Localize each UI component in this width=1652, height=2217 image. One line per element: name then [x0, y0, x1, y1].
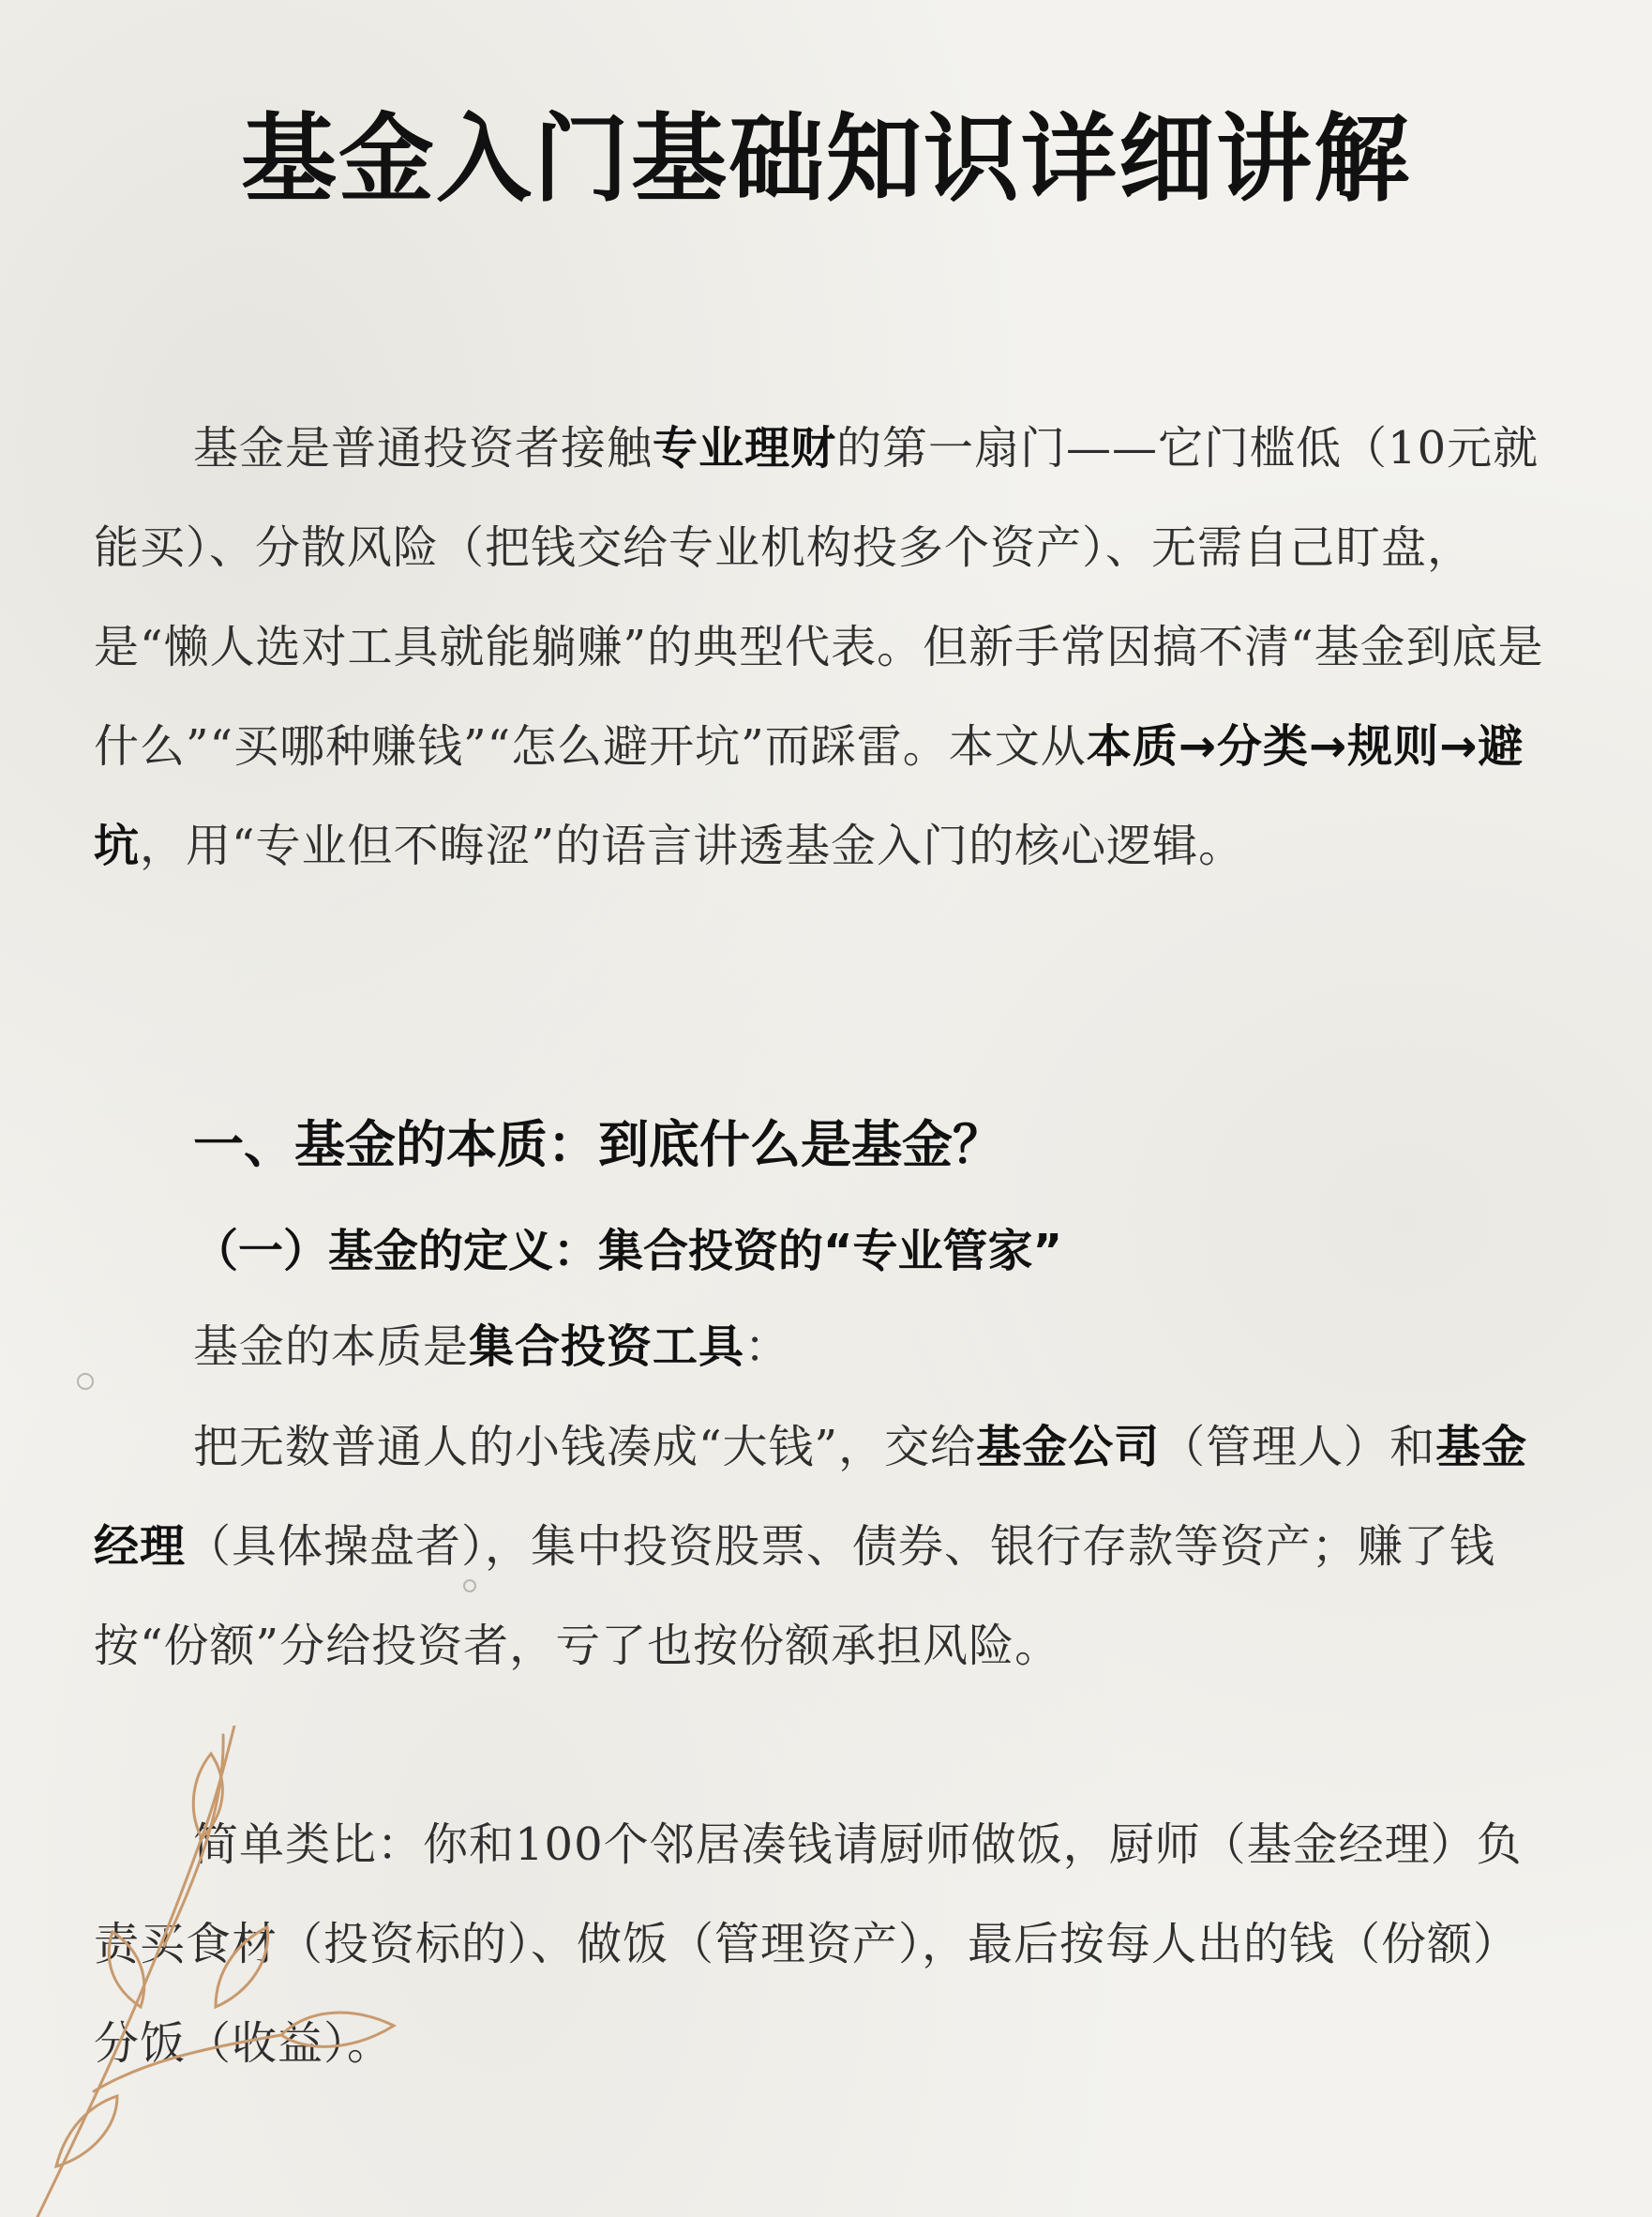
definition-text-2: （管理人）和 [1160, 1421, 1436, 1473]
definition-lead-end: ： [744, 1320, 791, 1373]
circle-dot-icon [77, 1373, 94, 1390]
definition-text-1: 把无数普通人的小钱凑成“大钱”，交给 [193, 1421, 977, 1473]
intro-text-2: 的第一扇门——它门槛低（10元就能买）、分散风险（把钱交给专业机构投多个资产）、无需自己盯盘，是“懒人选对工具就能躺赚”的典型代表。但新手常因搞不清“基金到底是什么”“买哪种赚钱”“怎么避开坑”而踩雷。本文从 [94, 422, 1544, 773]
intro-text-1: 基金是普通投资者接触 [193, 422, 653, 475]
intro-bold-2: 本质→分类→规则→避坑 [94, 720, 1524, 872]
analogy-paragraph: 简单类比：你和100个邻居凑钱请厨师做饭，厨师（基金经理）负责买食材（投资标的）、做饭（管理资产），最后按每人出的钱（份额）分饭（收益）。 [94, 1818, 1523, 2070]
intro-paragraph [94, 399, 1556, 896]
intro-bold-1: 专业理财 [653, 422, 837, 475]
page-title: 基金入门基础知识详细讲解 [241, 104, 1411, 216]
definition-bold-2: 基金经理 [94, 1421, 1528, 1573]
definition-lead-text: 基金的本质是 [193, 1320, 470, 1373]
subsection-heading: （一）基金的定义：集合投资的“专业管家” [193, 1225, 1063, 1277]
definition-text-3: （具体操盘者），集中投资股票、债券、银行存款等资产；赚了钱按“份额”分给投资者，亏了也按份额承担风险。 [94, 1520, 1496, 1672]
definition-lead-bold: 集合投资工具 [469, 1320, 745, 1373]
definition-bold-1: 基金公司 [976, 1421, 1161, 1473]
definition-body [94, 1397, 1556, 1696]
intro-text-3: ，用“专业但不晦涩”的语言讲透基金入门的核心逻辑。 [140, 820, 1245, 872]
section-heading: 一、基金的本质：到底什么是基金？ [193, 1115, 1003, 1174]
circle-dot-icon [463, 1579, 476, 1592]
definition-lead [94, 1297, 1556, 1396]
